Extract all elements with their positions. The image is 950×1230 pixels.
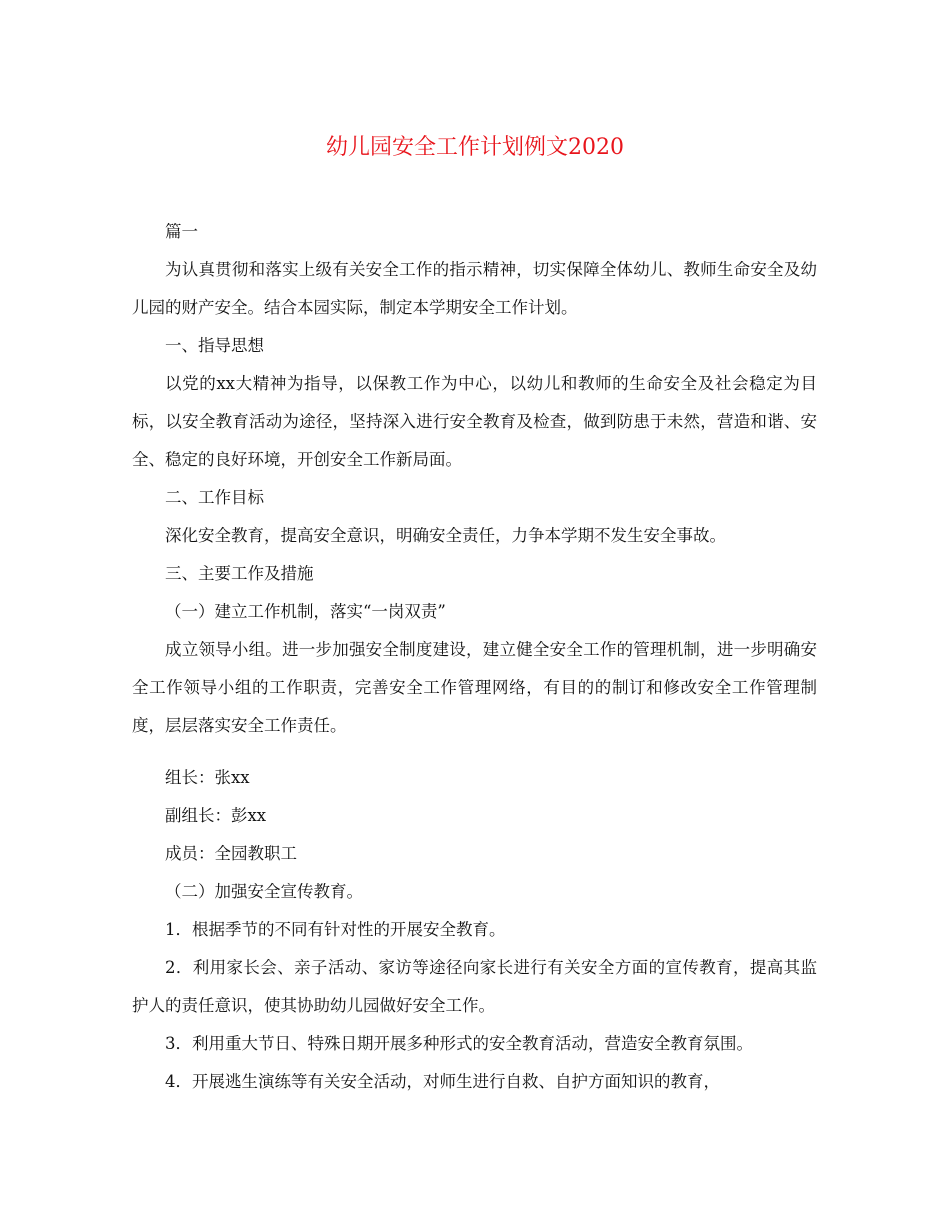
list-item: 2．利用家长会、亲子活动、家访等途径向家长进行有关安全方面的宣传教育，提高其监护人的责任意识，使其协助幼儿园做好安全工作。 <box>132 958 817 1015</box>
deputy-group-leader: 副组长：彭xx <box>165 806 267 825</box>
section-label: 篇一 <box>165 222 198 241</box>
subheading-publicity: （二）加强安全宣传教育。 <box>165 882 363 901</box>
leadership-group-paragraph: 成立领导小组。进一步加强安全制度建设，建立健全安全工作的管理机制，进一步明确安全工作领导小组的工作职责，完善安全工作管理网络，有目的的制订和修改安全工作管理制度，层层落实安全工作责任。 <box>132 640 817 735</box>
guiding-ideology-paragraph: 以党的xx大精神为指导，以保教工作为中心，以幼儿和教师的生命安全及社会稳定为目标，以安全教育活动为途径，坚持深入进行安全教育及检查，做到防患于未然，营造和谐、安全、稳定的良好环境，开创安全工作新局面。 <box>132 374 817 469</box>
intro-paragraph: 为认真贯彻和落实上级有关安全工作的指示精神，切实保障全体幼儿、教师生命安全及幼儿园的财产安全。结合本园实际，制定本学期安全工作计划。 <box>132 260 817 317</box>
list-item: 4．开展逃生演练等有关安全活动，对师生进行自救、自护方面知识的教育， <box>165 1072 720 1091</box>
heading-main-work: 三、主要工作及措施 <box>165 564 314 583</box>
group-members: 成员：全园教职工 <box>165 844 297 863</box>
subheading-mechanism: （一）建立工作机制，落实“一岗双责” <box>165 602 446 621</box>
work-goals-paragraph: 深化安全教育，提高安全意识，明确安全责任，力争本学期不发生安全事故。 <box>165 526 726 545</box>
document-title: 幼儿园安全工作计划例文2020 <box>326 135 624 160</box>
document-body <box>132 213 817 1101</box>
heading-guiding-ideology: 一、指导思想 <box>165 336 264 355</box>
list-item: 1．根据季节的不同有针对性的开展安全教育。 <box>165 920 506 939</box>
group-leader: 组长：张xx <box>165 768 250 787</box>
heading-work-goals: 二、工作目标 <box>165 488 264 507</box>
list-item: 3．利用重大节日、特殊日期开展多种形式的安全教育活动，营造安全教育氛围。 <box>165 1034 753 1053</box>
